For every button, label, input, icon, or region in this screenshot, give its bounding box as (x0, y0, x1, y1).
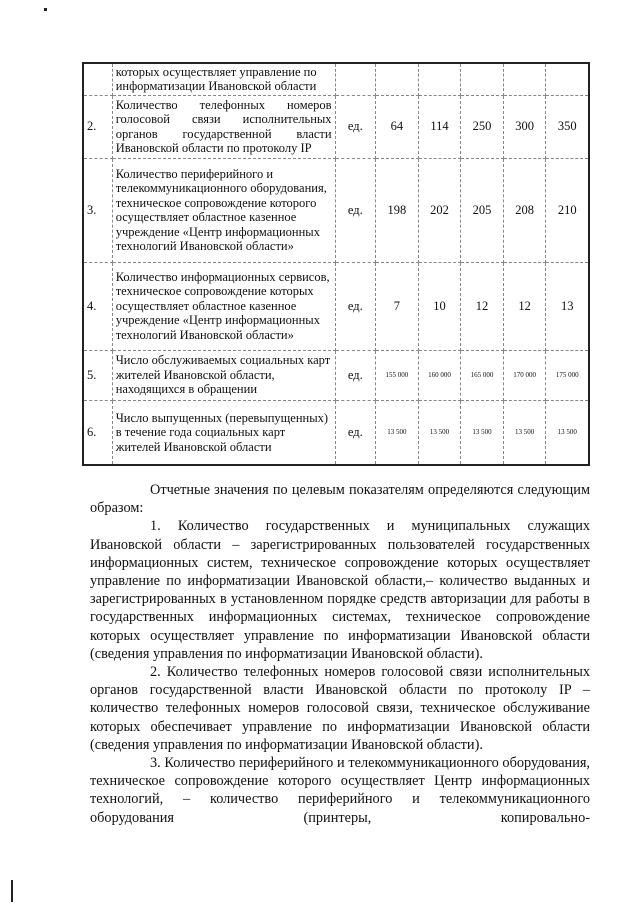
value-cell: 300 (503, 95, 546, 158)
value-cell (461, 63, 504, 95)
value-cell: 210 (546, 158, 589, 262)
value-cell: 114 (418, 95, 461, 158)
value-cell: 64 (376, 95, 419, 158)
value-cell: 7 (376, 262, 419, 350)
value-cell (546, 63, 589, 95)
value-cell (418, 63, 461, 95)
indicators-table (82, 62, 590, 466)
unit (335, 63, 376, 95)
scan-speck (44, 8, 47, 11)
value-cell: 13 500 (546, 400, 589, 465)
scan-edge-mark (11, 880, 13, 902)
unit: ед. (335, 350, 376, 400)
body-text (90, 481, 590, 827)
table-row (83, 63, 589, 95)
value-cell: 165 000 (461, 350, 504, 400)
value-cell: 198 (376, 158, 419, 262)
paragraph: 3. Количество периферийного и телекоммуникационного оборудования, техническое сопровождение которого осуществляет Центр информационных технологий, – количество периферийного и телекоммуникационного оборудования (принтеры, копировально- (90, 755, 590, 826)
unit: ед. (335, 400, 376, 465)
row-number: 6. (83, 400, 112, 465)
value-cell: 13 (546, 262, 589, 350)
table-row (83, 95, 589, 158)
value-cell: 205 (461, 158, 504, 262)
unit: ед. (335, 262, 376, 350)
value-cell: 10 (418, 262, 461, 350)
table-row (83, 400, 589, 465)
value-cell (376, 63, 419, 95)
value-cell: 12 (461, 262, 504, 350)
row-number: 5. (83, 350, 112, 400)
indicator-description: Количество телефонных номеров голосовой связи исполнительных органов государственной власти Ивановской области по протоколу IP (112, 95, 335, 158)
table-row (83, 262, 589, 350)
table-row (83, 158, 589, 262)
value-cell: 13 500 (461, 400, 504, 465)
value-cell: 250 (461, 95, 504, 158)
value-cell: 155 000 (376, 350, 419, 400)
row-number: 4. (83, 262, 112, 350)
value-cell: 13 500 (376, 400, 419, 465)
row-number: 3. (83, 158, 112, 262)
paragraph: 1. Количество государственных и муниципальных служащих Ивановской области – зарегистрированных пользователей государственных информационных систем, техническое сопровождение которых осуществляет управление по информатизации Ивановской области,– количество выданных и зарегистрированных в установленном порядке средств авторизации для работы в государственных информационных системах, техническое сопровождение которых осуществляет управление по информатизации Ивановской области (сведения управления по информатизации Ивановской области). (90, 518, 590, 662)
value-cell: 175 000 (546, 350, 589, 400)
value-cell: 170 000 (503, 350, 546, 400)
paragraph: Отчетные значения по целевым показателям определяются следующим образом: (90, 482, 590, 517)
row-number: 2. (83, 95, 112, 158)
indicator-description: Количество информационных сервисов, техническое сопровождение которых осуществляет областное казенное учреждение «Центр информационных технологий Ивановской области» (112, 262, 335, 350)
indicator-description: Число обслуживаемых социальных карт жителей Ивановской области, находящихся в обращении (112, 350, 335, 400)
paragraph: 2. Количество телефонных номеров голосовой связи исполнительных органов государственной власти Ивановской области по протоколу IP – количество телефонных номеров голосовой связи, техническое обслуживание которых обеспечивает управление по информатизации Ивановской области (сведения управления по информатизации Ивановской области). (90, 664, 590, 753)
table-row (83, 350, 589, 400)
indicator-description: Число выпущенных (перевыпущенных) в течение года социальных карт жителей Ивановской области (112, 400, 335, 465)
indicator-description: которых осуществляет управление по информатизации Ивановской области (112, 63, 335, 95)
value-cell: 202 (418, 158, 461, 262)
value-cell: 208 (503, 158, 546, 262)
value-cell: 350 (546, 95, 589, 158)
value-cell: 13 500 (418, 400, 461, 465)
unit: ед. (335, 95, 376, 158)
value-cell (503, 63, 546, 95)
row-number (83, 63, 112, 95)
value-cell: 160 000 (418, 350, 461, 400)
value-cell: 13 500 (503, 400, 546, 465)
unit: ед. (335, 158, 376, 262)
indicator-description: Количество периферийного и телекоммуникационного оборудования, техническое сопровождение которого осуществляет областное казенное учреждение «Центр информационных технологий Ивановской области» (112, 158, 335, 262)
value-cell: 12 (503, 262, 546, 350)
